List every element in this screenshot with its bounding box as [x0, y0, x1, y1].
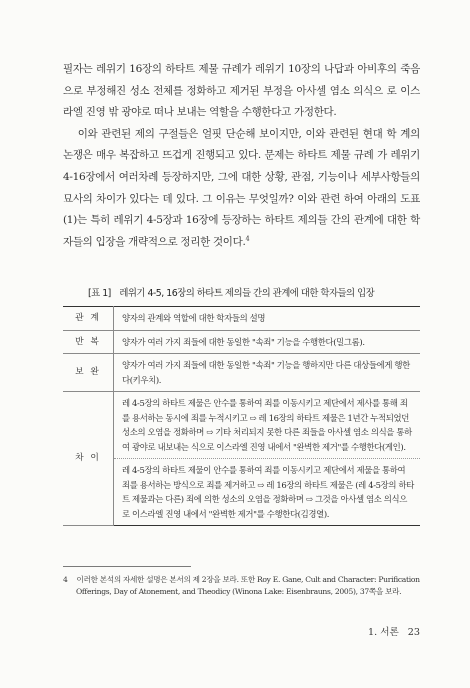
paragraph-line: 죽음으로 부정해진 성소 전체를 정화하고 제거된 부정을 아사셀 염소 의식으 [63, 63, 420, 97]
table-caption [88, 285, 374, 299]
table-row [63, 392, 420, 459]
row-label: 차 이 [63, 392, 114, 526]
page-number: 23 [407, 627, 420, 638]
row-description: 레 4-5장의 하타트 제물은 안수를 통하여 죄를 이동시키고 제단에서 제사를 통해 죄를 용서하는 동시에 죄를 누적시키고 ⇨ 레 16장의 하타트 제물은 1년간 누적되었던 성소의 오염을 정화하며 ⇨ 기타 처리되지 못한 다른 죄들을 아사셀 염소 의식을 통하여 광야로 내보내는 식으로 이스라엘 진영 내에서 "완벽한 제거"를 수행한다(게인). [114, 392, 421, 459]
paragraph-line: 필자는 레위기 16장의 하타트 제물 규례가 레위기 10장의 나답과 아비후의 [63, 63, 397, 75]
table-row [63, 330, 420, 354]
table-row [63, 354, 420, 392]
body-text [63, 59, 420, 253]
row-description: 양자의 관계와 역할에 대한 학자들의 설명 [114, 307, 421, 331]
page-folio [368, 624, 420, 638]
table-caption-tag: [표 1] [88, 288, 111, 299]
row-label: 관 계 [63, 307, 114, 331]
row-description: 양자가 여러 가지 죄들에 대한 동일한 "속죄" 기능을 수행한다(밀그롬). [114, 330, 421, 354]
footnote-line [63, 574, 420, 586]
row-description: 양자가 여러 가지 죄들에 대한 동일한 "속죄" 기능을 행하지만 다른 대상들에게 행한다(키우치). [114, 354, 421, 392]
paragraph-line: 계의 논쟁은 매우 복잡하고 뜨겁게 진행되고 있다. 문제는 하타트 제물 규례 [63, 127, 420, 162]
scholar-positions-table [63, 306, 420, 526]
paragraph-line: 이와 관련된 제의 구절들은 얼핏 단순해 보이지만, 이와 관련된 현대 학 [77, 127, 397, 140]
paragraph-1 [63, 59, 420, 124]
footnote-line: Offerings, Day of Atonement, and Theodicy (Winona Lake: Eisenbrauns, 2005), 37쪽을 보라. [76, 586, 402, 596]
running-section: 1. 서론 [368, 627, 399, 638]
footnote-number: 4 [63, 575, 68, 584]
footnote-reference[interactable]: 4 [245, 234, 250, 243]
paragraph-line: 가 레위기 4-16장에서 여러차례 등장하지만, 그에 대한 상황, 관점, 기능이나 [63, 149, 420, 183]
paragraph-2 [63, 124, 420, 254]
footnote-text: 이러한 본석의 자세한 설명은 본서의 제 2장을 보라. 또한 Roy E. Gane, Cult and Character: Purification [76, 575, 420, 584]
row-label: 반 복 [63, 330, 114, 354]
paragraph-line: 로 이스라엘 진영 밖 광야로 떠나 보내는 역할을 수행한다고 가정한다. [63, 84, 420, 119]
table-row [63, 459, 420, 526]
paragraph-line: 세부사항들의 묘사의 차이가 있다는 데 있다. 그 이유는 무엇일까? 이와 관련 [63, 170, 420, 205]
paragraph-line: 하여 아래의 도표(1)는 특히 레위기 4-5장과 16장에 등장하는 하타트 제의들 [63, 192, 420, 227]
row-description: 레 4-5장의 하타트 제물이 안수를 통하여 죄를 이동시키고 제단에서 제물을 통하여 죄를 용서하는 방식으로 죄를 제거하고 ⇨ 레 16장의 하타트 제물은 (레 4-5장의 하타트 제물과는 다른) 죄에 의한 성소의 오염을 정화하며 ⇨ 그것을 아사셀 염소 의식으로 이스라엘 진영 내에서 "완벽한 제거"를 수행한다(김경열). [114, 459, 421, 526]
table-caption-title: 레위기 4-5, 16장의 하타트 제의들 간의 관계에 대한 학자들의 입장 [119, 288, 375, 299]
footnote-divider [63, 566, 191, 567]
footnote [63, 574, 420, 597]
row-label: 보 완 [63, 354, 114, 392]
table-row [63, 307, 420, 331]
paragraph-line: 간의 관계에 대한 학자들의 입장을 개략적으로 정리한 것이다. [63, 214, 420, 248]
